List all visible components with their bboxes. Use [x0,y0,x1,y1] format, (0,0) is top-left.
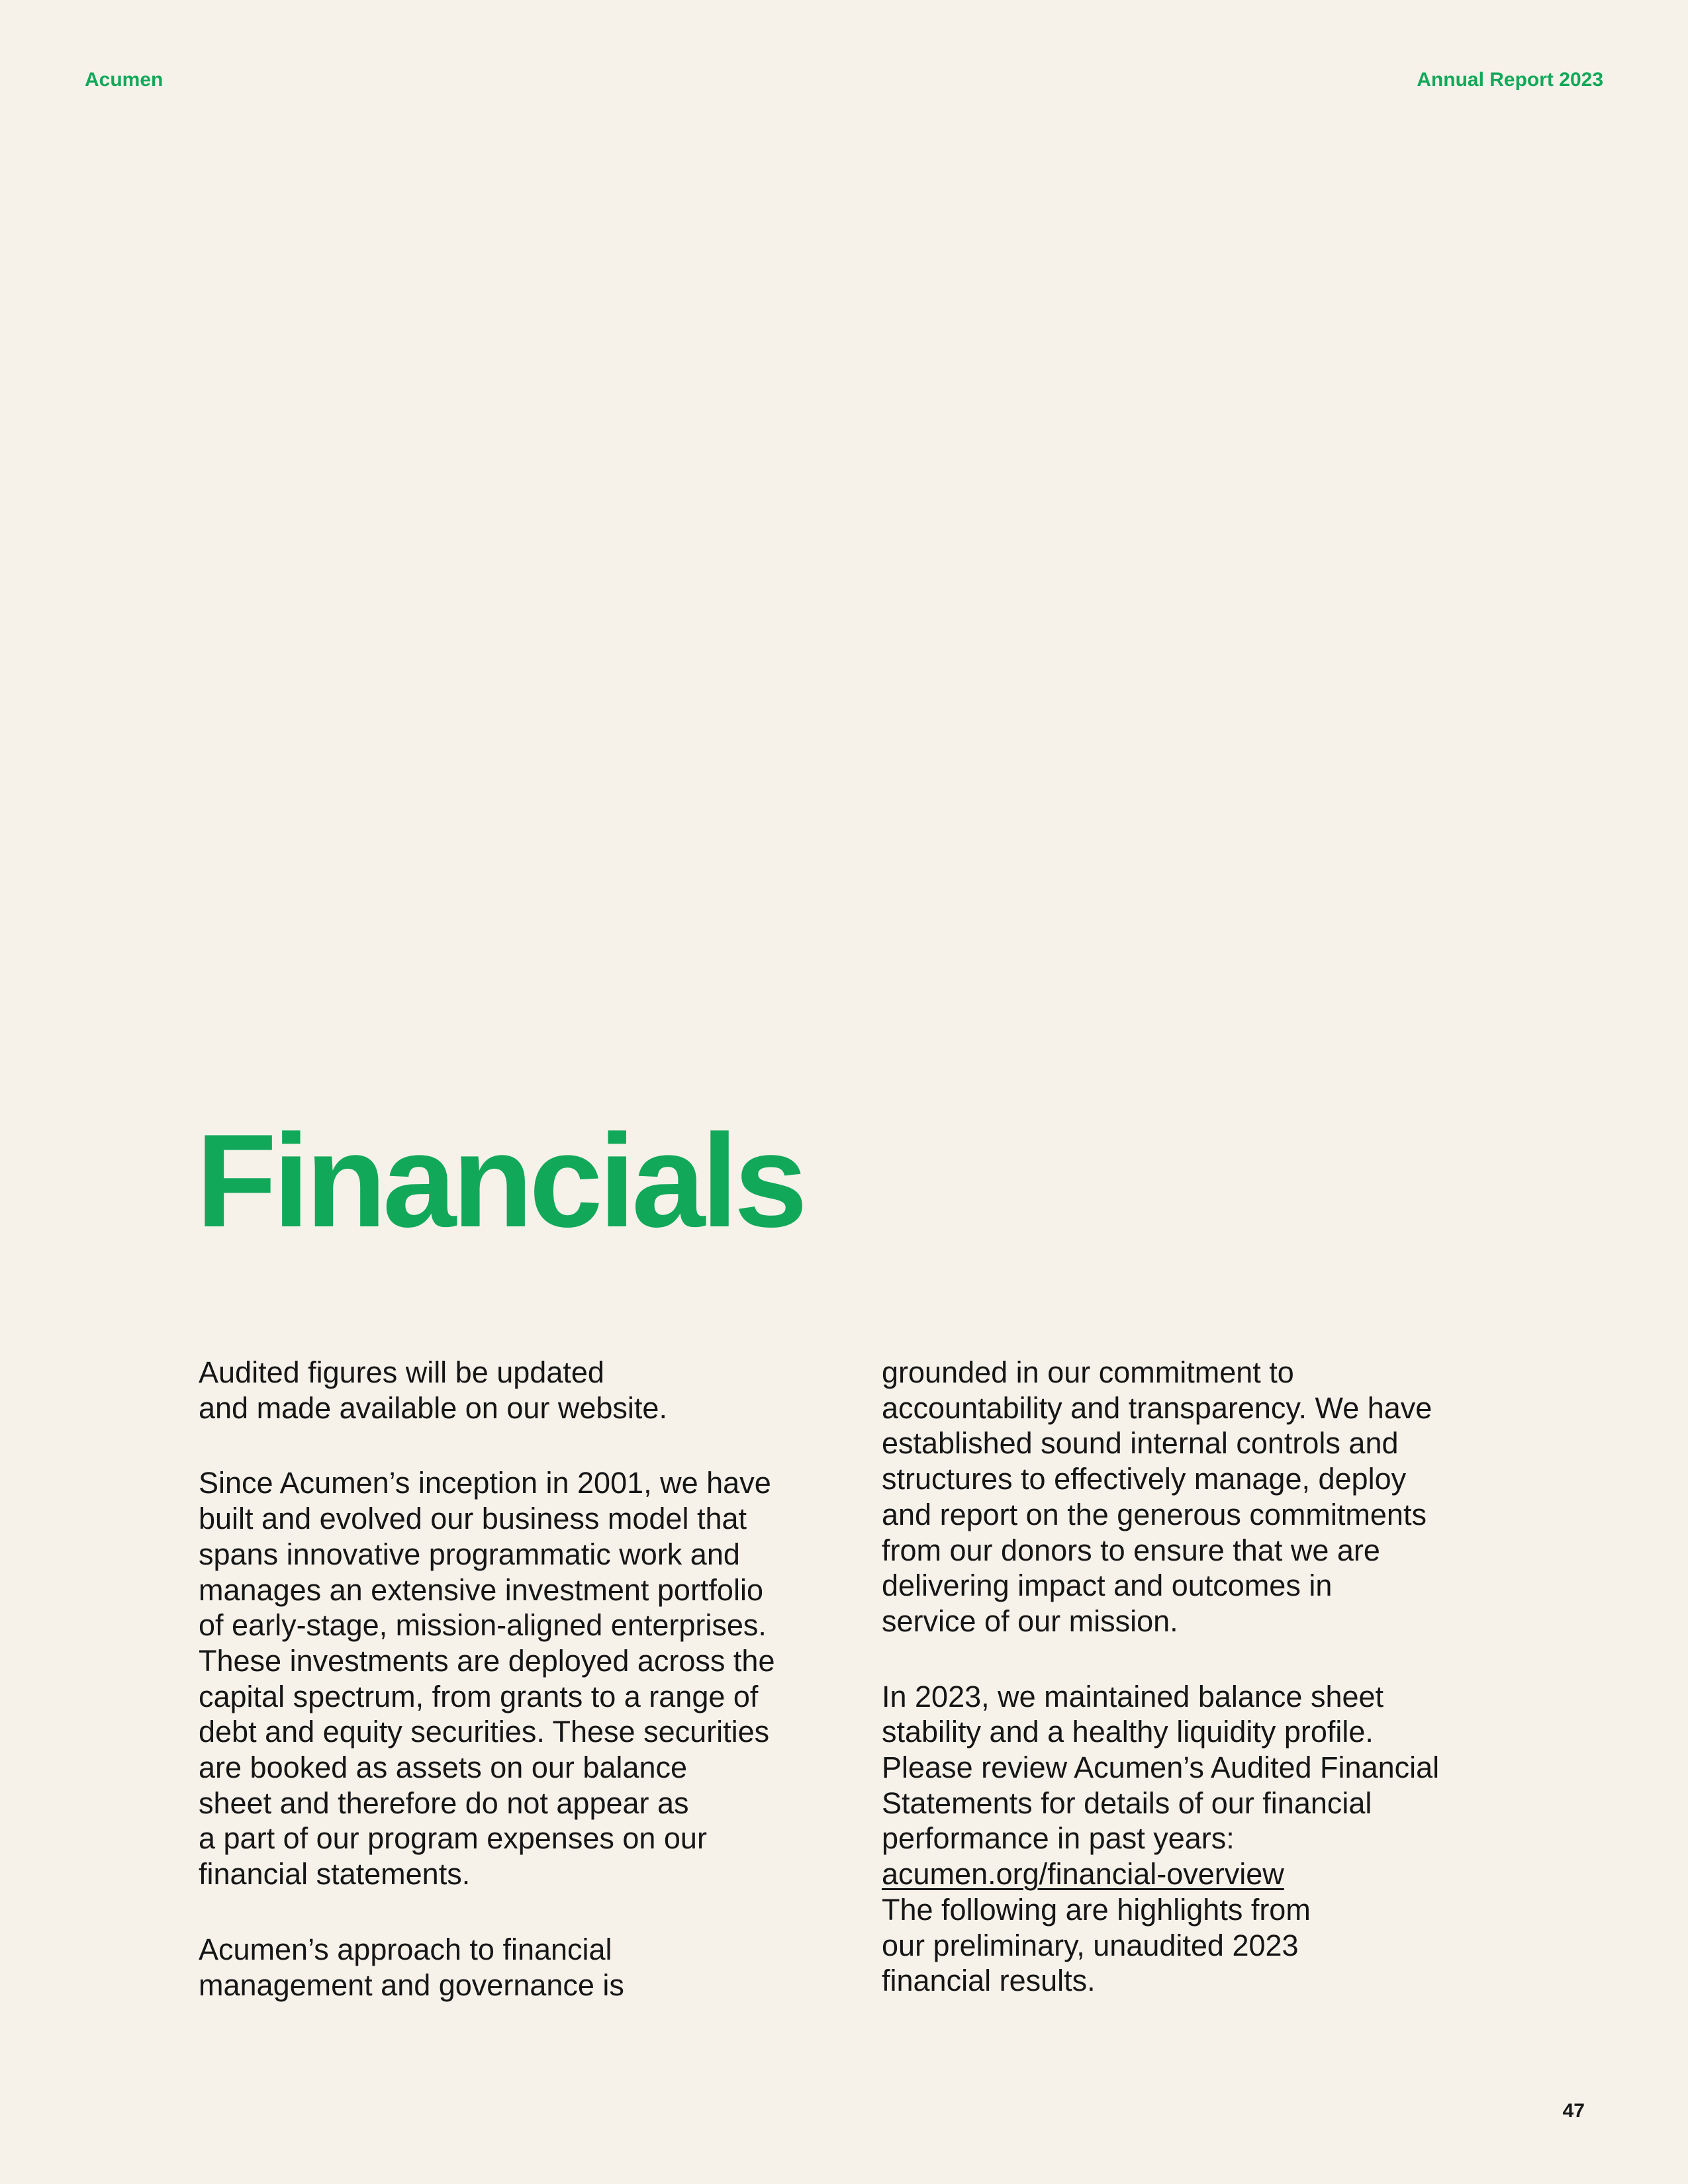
text-line: of early-stage, mission-aligned enterprises. [199,1608,767,1643]
text-line: Please review Acumen’s Audited Financial [882,1751,1440,1785]
left-paragraph-1 [199,1355,821,1426]
text-line: established sound internal controls and [882,1426,1399,1461]
left-paragraph-2 [199,1465,821,1891]
text-line: stability and a healthy liquidity profile. [882,1715,1374,1749]
text-line: manages an extensive investment portfolio [199,1572,763,1607]
text-line: capital spectrum, from grants to a range of [199,1679,759,1713]
right-paragraph-1 [882,1355,1504,1639]
text-line: are booked as assets on our balance [199,1751,687,1785]
page-title: Financials [196,1107,804,1255]
text-line: and made available on our website. [199,1390,667,1425]
header-report-title: Annual Report 2023 [1417,69,1603,91]
text-line: accountability and transparency. We have [882,1390,1432,1425]
text-line: sheet and therefore do not appear as [199,1786,689,1820]
text-line [882,1856,1504,1892]
text-line: Audited figures will be updated [199,1355,604,1389]
text-line: These investments are deployed across the [199,1643,775,1678]
left-paragraph-3 [199,1932,821,2003]
text-line: a part of our program expenses on our [199,1821,707,1856]
text-line: Acumen’s approach to financial [199,1932,612,1966]
text-line: and report on the generous commitments [882,1497,1427,1531]
header-brand: Acumen [85,69,164,91]
financial-overview-link[interactable]: acumen.org/financial-overview [882,1857,1284,1891]
text-line: grounded in our commitment to [882,1355,1294,1389]
page-number: 47 [1562,2100,1585,2122]
right-paragraph-2 [882,1679,1504,1999]
text-line: service of our mission. [882,1604,1178,1638]
text-line: In 2023, we maintained balance sheet [882,1679,1384,1713]
text-line: structures to effectively manage, deploy [882,1462,1407,1496]
text-line: from our donors to ensure that we are [882,1533,1380,1567]
text-line: financial results. [882,1964,1096,1998]
text-line: our preliminary, unaudited 2023 [882,1928,1299,1962]
text-line: debt and equity securities. These securities [199,1715,770,1749]
text-line: financial statements. [199,1857,471,1891]
text-line: performance in past years: [882,1821,1235,1856]
text-line: spans innovative programmatic work and [199,1537,740,1571]
text-line: management and governance is [199,1968,624,2002]
text-line: The following are highlights from [882,1892,1311,1927]
text-line: built and evolved our business model that [199,1502,747,1536]
text-line: Statements for details of our financial [882,1786,1372,1820]
text-line: delivering impact and outcomes in [882,1569,1333,1603]
right-column [882,1355,1504,1999]
left-column [199,1355,821,2003]
text-line: Since Acumen’s inception in 2001, we have [199,1466,771,1500]
